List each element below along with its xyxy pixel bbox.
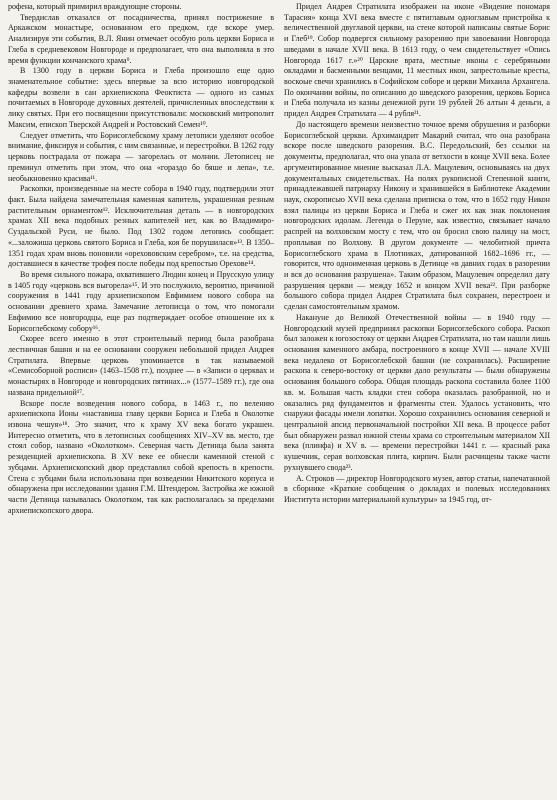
- left-column: [8, 2, 274, 517]
- text-columns: [8, 2, 550, 517]
- paragraph: До настоящего времени неизвестно точное время обрушения и разборки Борисоглебской церкви. Архимандрит Макарий считал, что она разобрана вскоре после шведского разорения. В.С. Передольский, без ссылки на документы, предполагал, что она упала от ветхости в конце XVII века. Более аргументированное мнение высказал Л.А. Мацулевич, основываясь на двух документальных свидетельствах. На полях рукописной Степенной книги, принадлежавшей патриарху Никону и хранившейся в Библиотеке Академии наук, скорописью XVII века сделана приписка о том, что в 1652 году Никон взял палицы из церкви Бориса и Глеба и сжег их как знак поклонения новгородских идолам. Легенда о Перуне, как известно, связывает начало распрей на волховском мосту с тем, что он бросил свою палицу на мост, проплывая по Волхову. В другом документе — челобитной причта Борисоглебского храма в Плотниках, датированной 1682–1696 гг., — говорится, что одноименная церковь в Детинце «в давних годах в разорении и вся до основания разрушена». Таким образом, Мацулевич определил дату разрушения церкви — между 1652 и концом XVII века²². При разборке большого собора придел Андрея Стратилата был сохранен, перестроен и сделан самостоятельным храмом.: [284, 119, 550, 312]
- paragraph: Во время сильного пожара, охватившего Людин конец и Прусскую улицу в 1405 году «церковь вся выгорела»¹⁵. И это послужило, вероятно, причиной сооружения в 1441 году архиепископом Евфимием нового собора на основании древнего храма. Замечание летописца о том, что помогали Евфимию все новгородцы, еще раз подтверждает особое отношение их к Борисоглебскому собору¹⁶.: [8, 269, 274, 333]
- paragraph: Накануне до Великой Отечественной войны — в 1940 году — Новгородский музей предпринял раскопки Борисоглебского собора. Раскоп был заложен к югозостоку от церкви Андрея Стратилата, но там нашли лишь основания каменного амбара, построенного в конце XVII — начале XVIII века недалеко от Борисоглебской башни (не сохранилась). Расширение раскопа к северо-востоку от церкви дало результаты — были обнаружены основания большого собора. Общая площадь раскопа составила более 1100 кв. м. Большая часть кладки стен собора оказалась разобранной, но и оказались ряд фундаментов и фрагменты стен. Удалось установить, что снаружи фасады имели лопатки. Хорошо сохранились основания северной и центральной апсид первоначальной постройки XII века. В процессе работ был обнаружен развал южной стены храма со строительным материалом XII века (плинфа) и XV в. — времени перестройки 1441 г. — красный рака кушечник, серая волховская плита, кирпич. Были расчищены также части рухнувшего свода²³.: [284, 312, 550, 472]
- paragraph: рофена, который примирил враждующие стороны.: [8, 2, 182, 11]
- paragraph: А. Строков — директор Новгородского музея, автор статьи, напечатанной в сборнике «Краткие сообщения о докладах и полевых исследованиях Института истории материальной культуры» за 1945 год, от-: [284, 473, 550, 505]
- paragraph: Скорее всего именно в этот строительный период была разобрана лестничная башня и на ее основании сооружен небольшой придел Андрея Стратилата. Впервые церковь упоминается в так называемой «Семисоборной росписи» (1463–1508 гг.), позднее — в «Записи о церквах и монастырях в Новгороде и новгородских пятинах...» (1577–1589 гг.), где она названа придельной¹⁷.: [8, 334, 274, 397]
- paragraph: Вскоре после возведения нового собора, в 1463 г., по велению архиепископа Ионы «наставиша главу церкви Бориса и Глеба в Околотке извона чешуя»¹⁸. Это значит, что к храму XV века богато украшен. Интересно отметить, что в летописных сообщениях XIV–XV вв. место, где стоял собор, названо «Околотком». Северная часть Детинца была занята резиденцией архиепископа. В XV веке ее обнесли каменной стеной с зубцами. Архиепископский двор представлял собой крепость в крепости. Стена с зубцами была использована при возведении Никитского корпуса и обнаружена при исследовании здания Г.М. Штендером. Застройка же южной части Детинца называлась Околотком, так как располагалась за пределами архиепископского двора.: [8, 398, 274, 515]
- right-column: [284, 2, 550, 517]
- paragraph: Придел Андрея Стратилата изображен на иконе «Видение пономаря Тарасия» конца XVI века вместе с пятиглавым одноглавым пристройка к величественной двуглавой церкви, на стене которой написаны святые Борис и Глеб¹⁹. Собор подвергся сильному разорению при завоевании Новгорода шведами в начале XVII века. В 1613 году, о чем свидетельствует «Опись Новгорода 1617 г.»²⁰ Царские врата, местные иконы с серебряными окладами и басменными венцами, 11 местных икон, запрестольные кресты, воскоые свечи хранились в Софийском соборе и церкви Михаила Архангела. По окончании войны, по описанию до шведского разорения, церковь Бориса и Глеба получала из казны денежной руги 19 рублей 26 алтын 4 деньги, а придел Андрея Стратилата — 4 рубля²¹.: [284, 2, 550, 119]
- paragraph: Следует отметить, что Борисоглебскому храму летописи уделяют особое внимание, фиксируя и события, с ним связанные, и перестройки. В 1262 году церковь пострадала от пожара — загорелась от молнии. Летописец не преминул отметить при этом, что она «гораздо бо бяше и лепа», т.е. необыкновенно красива¹¹.: [8, 130, 274, 183]
- paragraph: В 1300 году в церкви Бориса и Глеба произошло еще одно знаменательное событие: здесь впервые за всю историю новгородской кафедры возвели в сан архиепископа Феоктиста — одного из самых почитаемых в Новгороде духовных деятелей, причисленных впоследствии к лику святых. При его посвящении присутствовали: московский митрополит Максим, епископ Тверской Андрей и Ростовский Семен¹⁰.: [8, 66, 274, 129]
- paragraph: Раскопки, произведенные на месте собора в 1940 году, подтвердили этот факт. Была найдена замечательная каменная капитель, украшенная резным растительным орнаментом¹². Исключительная деталь — в новгородских храмах XII века подобных резных капителей нет, как во Владимиро-Суздальской Руси, не было. Под 1302 годом летопись сообщает: «...заложиша церковь святого Бориса и Глеба, коя бе порушилася»¹³. В 1350–1351 годах храм вновь поновили «орехововским серебром», т.е. на средства, доставшиеся в качестве трофея после победы под крепостью Орехове¹⁴.: [8, 184, 274, 269]
- paragraph: Твердислав отказался от посадничества, принял пострижение в Аркажском монастыре, основанном его предком, где вскоре умер. Анализируя эти события, В.Л. Янин отмечает особую роль церкви Бориса и Глеба в средневековом Новгороде и предполагает, что она выполняла в это время функции кончанского храма⁹.: [8, 12, 274, 65]
